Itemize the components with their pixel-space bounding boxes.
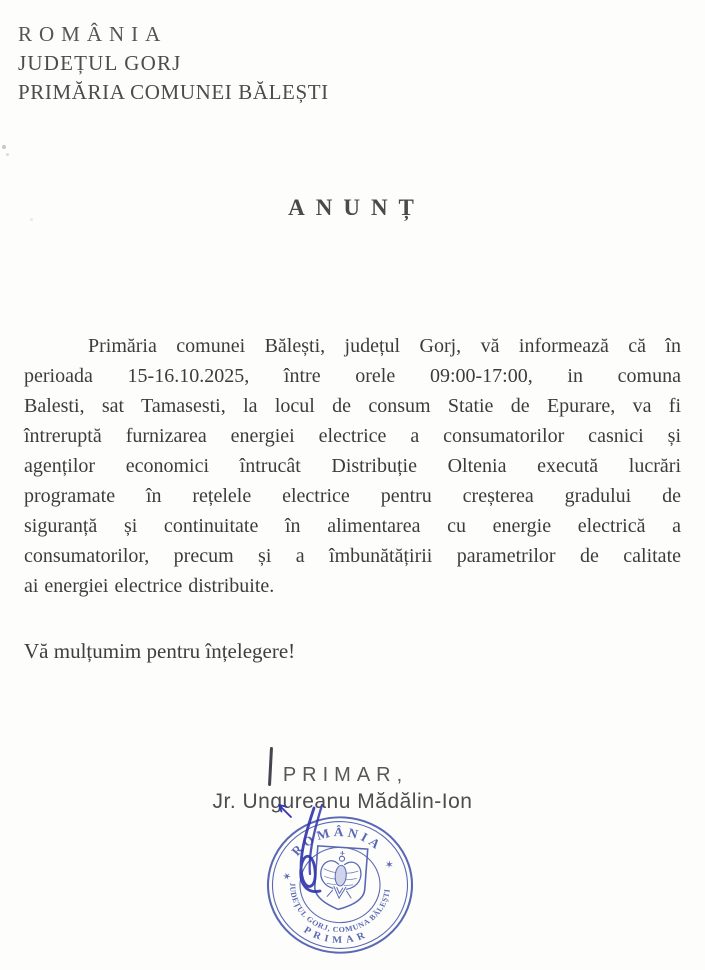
page-title: ANUNȚ [288,195,425,220]
signer-name: Jr. Ungureanu Mădălin-Ion [212,790,473,813]
stamp-star-right: ✶ [380,858,397,872]
stamp-bottom-text: PRIMAR [301,924,371,946]
stamp-ring-text: JUDEȚUL GORJ, COMUNA BĂLEȘTI [287,882,392,935]
body-line: Primăria comunei Bălești, județul Gorj, vă informează că în [88,335,681,357]
letterhead [18,20,329,107]
stamp-star-left: ✶ [280,871,295,882]
body-line: Balesti, sat Tamasesti, la locul de consum Statie de Epurare, va fi [24,395,681,417]
body-line: consumatorilor, precum și a îmbunătățirii parametrilor de calitate [24,545,681,567]
body-line: programate în rețelele electrice pentru creșterea gradului de [24,485,681,507]
body-line: perioada 15-16.10.2025, între orele 09:00-17:00, in comuna [24,365,681,387]
closing-line: Vă mulțumim pentru înțelegere! [24,639,296,663]
body-line: întreruptă furnizarea energiei electrice a consumatorilor casnici și [24,425,681,447]
signer-role: PRIMAR, [282,764,409,786]
body-line: agenților economici întrucât Distribuție Oltenia execută lucrări [24,455,681,477]
handwritten-signature [246,790,362,910]
body-line: ai energiei electrice distribuite. [24,575,275,597]
letterhead-commune: PRIMĂRIA COMUNEI BĂLEȘTI [18,80,329,104]
scan-speck [6,153,9,156]
announcement-body [24,331,681,601]
signature-ink-group [279,805,322,892]
signature-arrow-mark [279,805,291,817]
body-line: siguranță și continuitate în alimentarea cu energie electrică a [24,515,681,537]
letterhead-county: JUDEȚUL GORJ [18,51,182,75]
letterhead-country: ROMÂNIA [18,22,168,46]
scan-speck [2,145,6,149]
stamp-country-text: ROMÂNIA [288,824,387,859]
